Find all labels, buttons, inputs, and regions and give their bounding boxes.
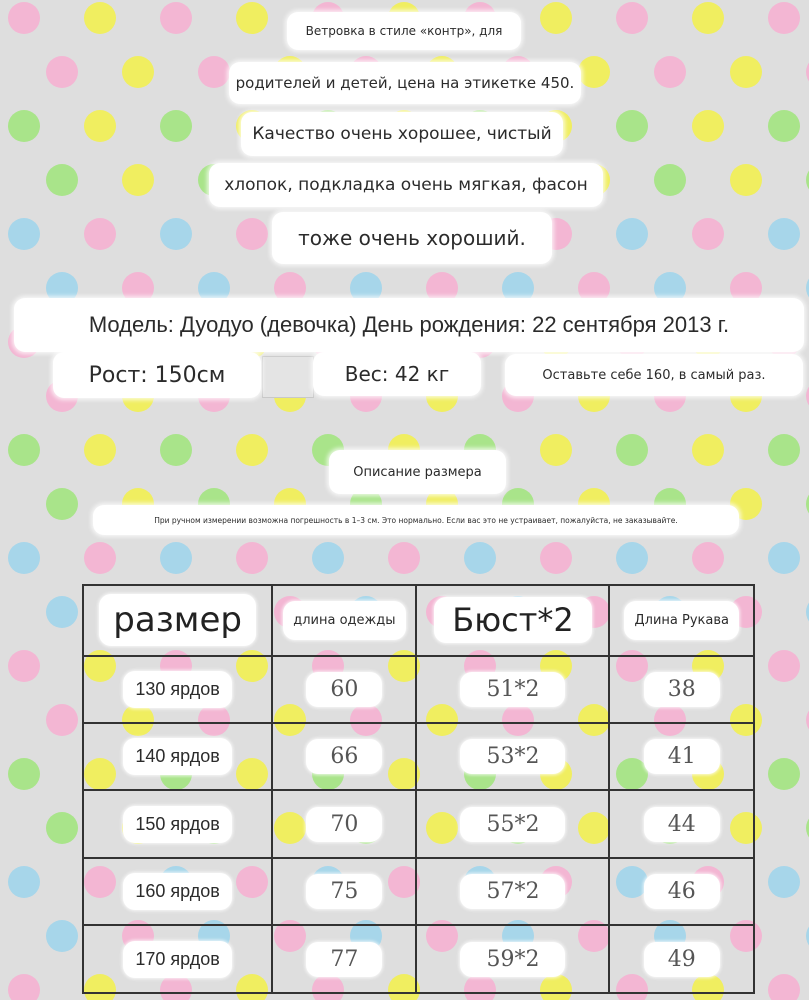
polka-dot — [84, 218, 116, 250]
length-cell — [272, 723, 416, 790]
polka-dot — [236, 542, 268, 574]
header-sleeve-cell — [609, 585, 754, 656]
table-row — [83, 925, 754, 993]
measurement-note: При ручном измерении возможна погрешность в 1–3 см. Это нормально. Если вас это не устраивает, пожалуйста, не заказывайте. — [93, 505, 739, 535]
header-length-cell — [272, 585, 416, 656]
header-length: длина одежды — [283, 601, 405, 640]
polka-dot — [692, 2, 724, 34]
table-row — [83, 656, 754, 723]
polka-dot — [84, 110, 116, 142]
sleeve-cell — [609, 858, 754, 925]
polka-dot — [730, 164, 762, 196]
polka-dot — [464, 542, 496, 574]
size-value: 140 ярдов — [123, 738, 231, 775]
polka-dot — [654, 164, 686, 196]
polka-dot — [616, 110, 648, 142]
polka-dot — [616, 434, 648, 466]
size-section-title: Описание размера — [329, 450, 506, 494]
sleeve-cell — [609, 790, 754, 857]
polka-dot — [8, 2, 40, 34]
size-cell — [83, 723, 272, 790]
sleeve-value: 41 — [644, 739, 720, 774]
polka-dot — [8, 110, 40, 142]
polka-dot — [198, 56, 230, 88]
polka-dot — [768, 110, 800, 142]
header-bust: Бюст*2 — [434, 597, 591, 643]
size-cell — [83, 858, 272, 925]
size-value: 170 ярдов — [123, 941, 231, 978]
polka-dot — [160, 542, 192, 574]
model-height: Рост: 150см — [53, 352, 261, 398]
polka-dot — [160, 218, 192, 250]
length-cell — [272, 925, 416, 993]
polka-dot — [160, 110, 192, 142]
polka-dot — [540, 434, 572, 466]
header-bust-cell — [416, 585, 609, 656]
polka-dot — [84, 434, 116, 466]
polka-dot — [730, 56, 762, 88]
sleeve-value: 46 — [644, 874, 720, 909]
description-line-3: Качество очень хорошее, чистый — [241, 112, 563, 156]
bust-cell — [416, 723, 609, 790]
model-weight: Вес: 42 кг — [313, 352, 481, 396]
polka-dot — [540, 2, 572, 34]
length-cell — [272, 790, 416, 857]
description-line-4: хлопок, подкладка очень мягкая, фасон — [209, 163, 603, 207]
polka-dot — [768, 218, 800, 250]
polka-dot — [160, 434, 192, 466]
polka-dot — [46, 704, 78, 736]
polka-dot — [8, 650, 40, 682]
sleeve-value: 44 — [644, 807, 720, 842]
size-recommendation: Оставьте себе 160, в самый раз. — [505, 354, 803, 396]
polka-dot — [236, 434, 268, 466]
header-sleeve: Длина Рукава — [624, 601, 739, 640]
bust-cell — [416, 656, 609, 723]
model-info: Модель: Дуодуо (девочка) День рождения: 22 сентября 2013 г. — [14, 298, 804, 352]
polka-dot — [312, 542, 344, 574]
polka-dot — [160, 2, 192, 34]
sleeve-value: 38 — [644, 672, 720, 707]
polka-dot — [768, 974, 800, 1000]
polka-dot — [122, 164, 154, 196]
sleeve-cell — [609, 723, 754, 790]
description-line-2: родителей и детей, цена на этикетке 450. — [229, 62, 581, 104]
bust-cell — [416, 790, 609, 857]
polka-dot — [692, 218, 724, 250]
polka-dot — [84, 542, 116, 574]
description-line-5: тоже очень хороший. — [272, 212, 552, 264]
table-row — [83, 790, 754, 857]
polka-dot — [578, 56, 610, 88]
polka-dot — [236, 218, 268, 250]
length-value: 60 — [306, 672, 382, 707]
sleeve-value: 49 — [644, 942, 720, 977]
polka-dot — [8, 434, 40, 466]
polka-dot — [236, 2, 268, 34]
polka-dot — [8, 974, 40, 1000]
bust-value: 55*2 — [460, 807, 565, 842]
length-value: 66 — [306, 739, 382, 774]
header-size-cell — [83, 585, 272, 656]
bust-cell — [416, 858, 609, 925]
size-cell — [83, 925, 272, 993]
bust-value: 57*2 — [460, 874, 565, 909]
polka-dot — [388, 542, 420, 574]
length-value: 75 — [306, 874, 382, 909]
polka-dot — [616, 542, 648, 574]
polka-dot — [654, 56, 686, 88]
bust-value: 59*2 — [460, 942, 565, 977]
bust-cell — [416, 925, 609, 993]
polka-dot — [692, 434, 724, 466]
table-row — [83, 858, 754, 925]
polka-dot — [46, 812, 78, 844]
polka-dot — [8, 758, 40, 790]
polka-dot — [616, 2, 648, 34]
bust-value: 51*2 — [460, 672, 565, 707]
header-size: размер — [99, 594, 256, 646]
size-value: 160 ярдов — [123, 873, 231, 910]
size-table — [82, 584, 755, 994]
polka-dot — [122, 56, 154, 88]
size-value: 130 ярдов — [123, 671, 231, 708]
polka-dot — [692, 110, 724, 142]
length-cell — [272, 656, 416, 723]
sleeve-cell — [609, 925, 754, 993]
size-value: 150 ярдов — [123, 806, 231, 843]
polka-dot — [540, 542, 572, 574]
polka-dot — [46, 164, 78, 196]
polka-dot — [768, 758, 800, 790]
sleeve-cell — [609, 656, 754, 723]
polka-dot — [46, 596, 78, 628]
polka-dot — [616, 218, 648, 250]
polka-dot — [768, 542, 800, 574]
polka-dot — [768, 650, 800, 682]
length-value: 70 — [306, 807, 382, 842]
polka-dot — [84, 2, 116, 34]
polka-dot — [46, 56, 78, 88]
polka-dot — [8, 542, 40, 574]
polka-dot — [768, 2, 800, 34]
polka-dot — [692, 542, 724, 574]
description-line-1: Ветровка в стиле «контр», для — [287, 12, 521, 50]
size-cell — [83, 790, 272, 857]
length-cell — [272, 858, 416, 925]
polka-dot — [768, 434, 800, 466]
polka-dot — [768, 866, 800, 898]
model-divider-box — [262, 356, 314, 398]
polka-dot — [46, 920, 78, 952]
bust-value: 53*2 — [460, 739, 565, 774]
size-cell — [83, 656, 272, 723]
polka-dot — [8, 866, 40, 898]
polka-dot — [46, 488, 78, 520]
table-row — [83, 723, 754, 790]
polka-dot — [8, 218, 40, 250]
length-value: 77 — [306, 942, 382, 977]
table-header-row — [83, 585, 754, 656]
